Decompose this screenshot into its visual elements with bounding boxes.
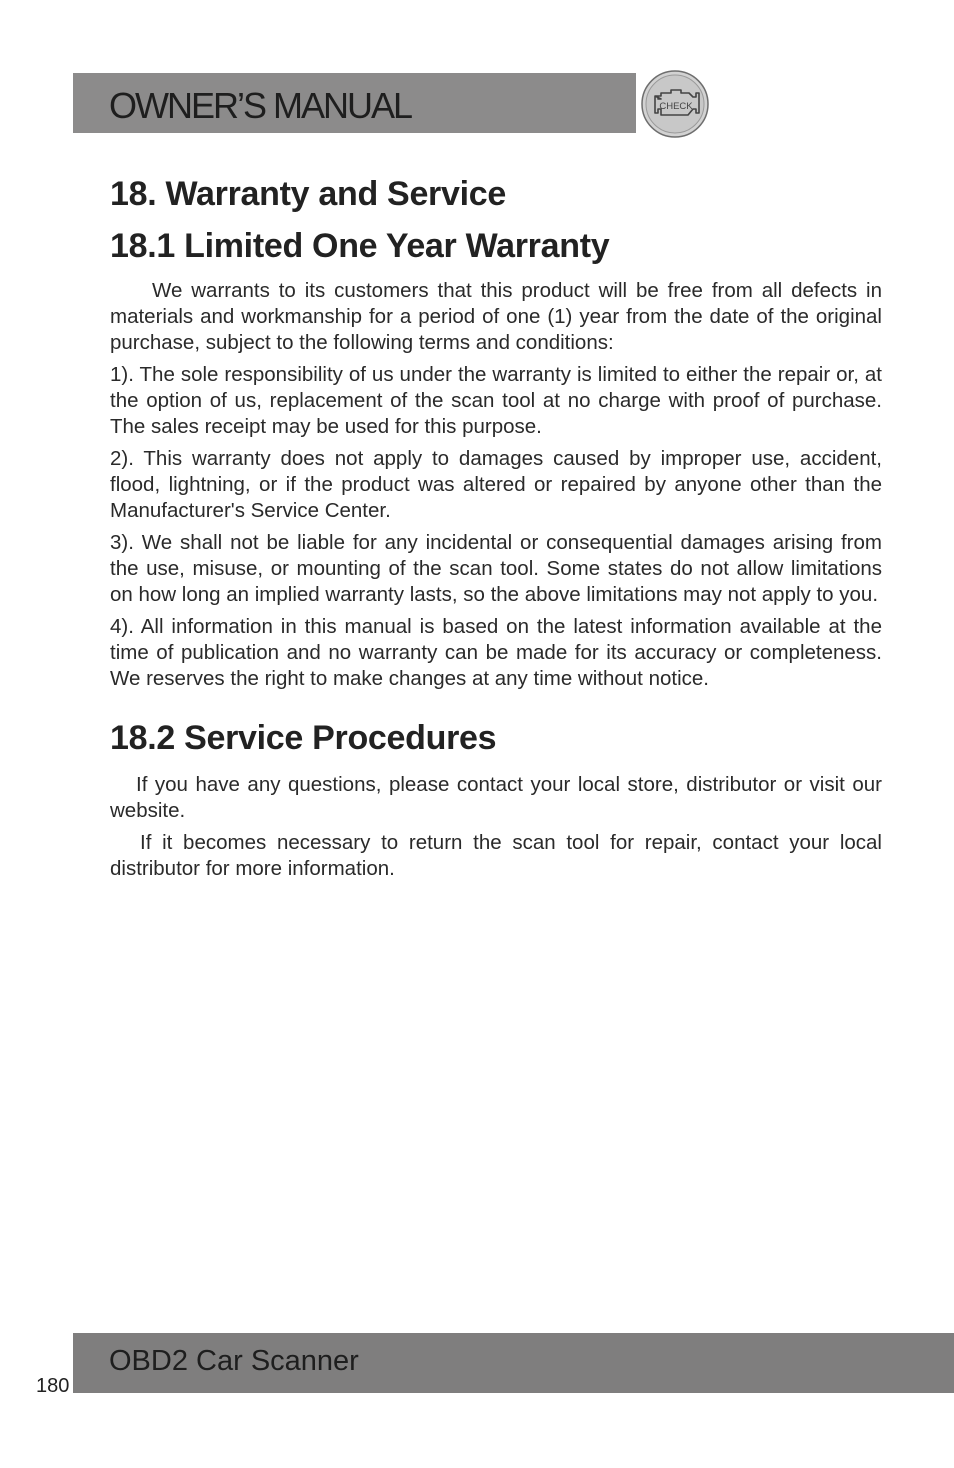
header-bar xyxy=(73,73,636,133)
service-paragraph-1: If you have any questions, please contact your local store, distributor or visit our website. xyxy=(110,773,882,822)
manual-title: OWNER’S MANUAL xyxy=(109,85,412,126)
warranty-intro: We warrants to its customers that this product will be free from all defects in materials and workmanship for a period of one (1) year from the date of the original purchase, subject to the following terms and conditions: xyxy=(110,279,882,354)
service-heading: 18.2 Service Procedures xyxy=(110,719,497,757)
page-content xyxy=(110,172,882,882)
check-engine-icon xyxy=(640,69,710,139)
warranty-term-3: 3). We shall not be liable for any incidental or consequential damages arising from the use, misuse, or mounting of the scan tool. Some states do not allow limitations on how long an implied warranty lasts, so the above limitations may not apply to you. xyxy=(110,531,882,606)
section-heading: 18. Warranty and Service xyxy=(110,175,506,213)
warranty-term-2: 2). This warranty does not apply to damages caused by improper use, accident, flood, lightning, or if the product was altered or repaired by anyone other than the Manufacturer's Service Center. xyxy=(110,447,882,522)
page-number: 180 xyxy=(36,1375,70,1397)
footer-bar xyxy=(73,1333,954,1393)
warranty-term-4: 4). All information in this manual is based on the latest information available at the time of publication and no warranty can be made for its accuracy or completeness. We reserves the right to make changes at any time without notice. xyxy=(110,615,882,690)
check-badge-text: CHECK xyxy=(659,101,693,112)
warranty-term-1: 1). The sole responsibility of us under the warranty is limited to either the repair or, at the option of us, replacement of the scan tool at no charge with proof of purchase. The sales receipt may be used for this purpose. xyxy=(110,363,882,438)
service-paragraph-2: If it becomes necessary to return the scan tool for repair, contact your local distributor for more information. xyxy=(110,831,882,880)
warranty-heading: 18.1 Limited One Year Warranty xyxy=(110,227,610,265)
product-name: OBD2 Car Scanner xyxy=(109,1345,359,1377)
